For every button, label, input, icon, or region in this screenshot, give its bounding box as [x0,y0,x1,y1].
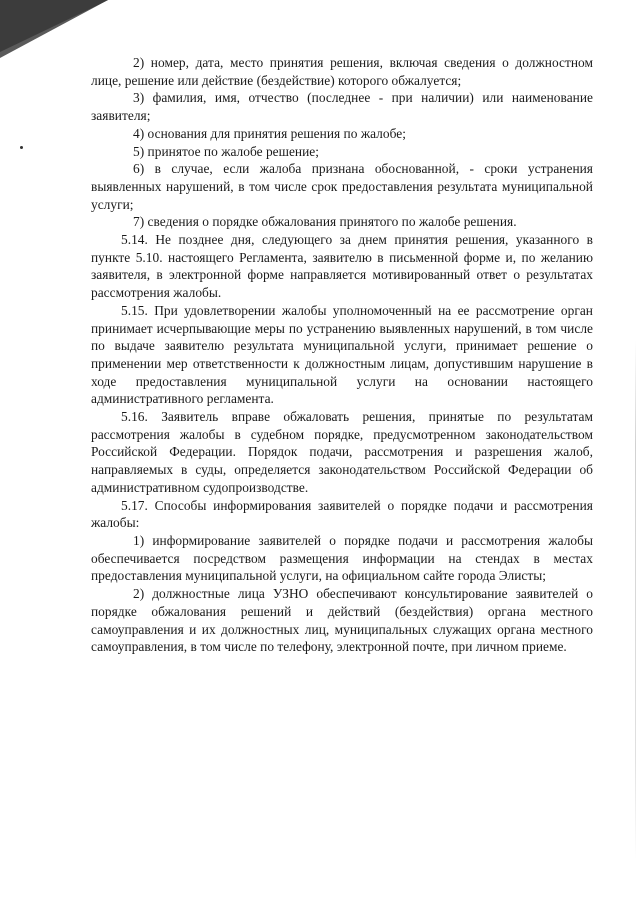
section-5-14: 5.14. Не позднее дня, следующего за днем принятия решения, указанного в пункте 5.10. настоящего Регламента, заявителю в письменной форме и, по желанию заявителя, в электронной форме направляется мотивированный ответ о результатах рассмотрения жалобы. [91,232,593,301]
scan-speck [20,146,23,149]
document-body [91,54,593,656]
list-item-2: 2) номер, дата, место принятия решения, включая сведения о должностном лице, решение или действие (бездействие) которого обжалуется; [91,55,593,88]
list-item-5: 5) принятое по жалобе решение; [133,143,319,159]
list-item-4: 4) основания для принятия решения по жалобе; [133,125,406,141]
section-5-17-item-1: 1) информирование заявителей о порядке подачи и рассмотрения жалобы обеспечивается посредством размещения информации на стендах в местах предоставления муниципальной услуги, на официальном сайте города Элисты; [91,532,593,584]
section-5-17-item-2: 2) должностные лица УЗНО обеспечивают консультирование заявителей о порядке обжалования решений и действий (бездействия) органа местного самоуправления и их должностных лиц, муниципальных служащих органа местного самоуправления, в том числе по телефону, электронной почте, при личном приеме. [91,586,593,655]
section-5-16: 5.16. Заявитель вправе обжаловать решения, принятые по результатам рассмотрения жалобы в судебном порядке, предусмотренном законодательством Российской Федерации. Порядок подачи, рассмотрения и разрешения жалоб, направляемых в суды, определяется законодательством Российской Федерации об административном судопроизводстве. [91,409,593,495]
section-5-17: 5.17. Способы информирования заявителей о порядке подачи и рассмотрения жалобы: [91,497,593,531]
list-item-7: 7) сведения о порядке обжалования принятого по жалобе решения. [133,214,517,230]
list-item-3: 3) фамилия, имя, отчество (последнее - при наличии) или наименование заявителя; [91,90,593,124]
scan-corner-shadow [0,0,110,60]
list-item-6: 6) в случае, если жалоба признана обоснованной, - сроки устранения выявленных нарушений, в том числе срок предоставления результата муниципальной услуги; [91,161,593,212]
scan-page-edge [635,340,636,860]
section-5-15: 5.15. При удовлетворении жалобы уполномоченный на ее рассмотрение орган принимает исчерпывающие меры по устранению выявленных нарушений, в том числе по выдаче заявителю результата муниципальной услуги, принимает решение о применении мер ответственности к должностным лицам, допустившим нарушение в ходе предоставления муниципальной услуги на основании настоящего административного регламента. [91,302,593,407]
